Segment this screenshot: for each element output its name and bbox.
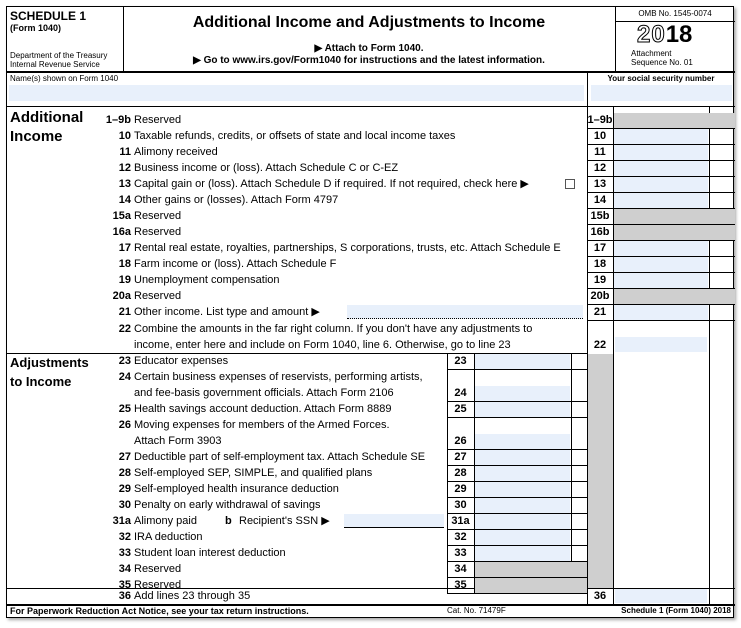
adjustment-line [7, 401, 735, 417]
row-rule [587, 320, 735, 321]
line-description: Farm income or (loss). Attach Schedule F [134, 258, 337, 270]
line-22-text1: Combine the amounts in the far right column. If you don't have any adjustments to [134, 323, 533, 335]
section-additional-income-l2: Income [10, 128, 63, 145]
line-amount[interactable] [475, 514, 570, 529]
name-label: Name(s) shown on Form 1040 [10, 74, 119, 83]
line-number: 31a [112, 515, 131, 527]
adjustment-line [7, 497, 735, 513]
line-box-label: 35 [454, 579, 467, 591]
row-rule [447, 593, 587, 594]
tax-year [637, 21, 692, 49]
line-description: Reserved [134, 563, 182, 575]
line-number: 17 [118, 242, 131, 254]
adjustment-line [7, 465, 735, 481]
line-amount[interactable] [475, 354, 570, 369]
line-box-label: 29 [454, 483, 467, 495]
line-box-label: 25 [454, 403, 467, 415]
line-amount-reserved [475, 578, 587, 593]
line-description: Educator expenses [134, 355, 229, 367]
name-bottom-rule [7, 106, 735, 107]
adjustment-line [7, 561, 735, 577]
other-income-type-input[interactable] [347, 305, 583, 319]
adjustment-line [7, 577, 735, 593]
line-22-num: 22 [118, 323, 131, 335]
line-amount[interactable] [614, 273, 708, 288]
sequence-label: Sequence No. 01 [631, 58, 693, 67]
line-amount-reserved [614, 113, 735, 128]
header-bottom-rule [7, 71, 735, 73]
line-22-amount[interactable] [615, 337, 707, 352]
line-box-label: 31a [451, 515, 470, 527]
line-description: Reserved [134, 290, 182, 302]
line-amount[interactable] [614, 241, 708, 256]
goto-instruction: ▶ Go to www.irs.gov/Form1040 for instructions and the latest information. [193, 55, 545, 66]
adjustment-line [7, 417, 735, 449]
tax-year-bold: 18 [665, 21, 693, 48]
line-amount[interactable] [475, 546, 570, 561]
line-description: Reserved [134, 579, 182, 591]
line-amount[interactable] [475, 482, 570, 497]
line-amount[interactable] [475, 466, 570, 481]
adjustment-line [7, 449, 735, 465]
line-number: 21 [118, 306, 131, 318]
line-box-label: 19 [593, 274, 607, 286]
line-36-text: Add lines 23 through 35 [134, 590, 251, 602]
line-amount[interactable] [614, 193, 708, 208]
line-amount[interactable] [475, 434, 570, 449]
line-amount-reserved [614, 225, 735, 240]
line-box-label: 21 [593, 306, 607, 318]
line-number: 12 [118, 162, 131, 174]
line-box-label: 1–9b [587, 114, 613, 126]
form-title: Additional Income and Adjustments to Income [192, 14, 546, 31]
line-box-label: 18 [593, 258, 607, 270]
attachment-label: Attachment [631, 49, 672, 58]
line-number: 35 [118, 579, 131, 591]
line-number: 10 [118, 130, 131, 142]
line-amount[interactable] [475, 450, 570, 465]
line-description: Self-employed health insurance deduction [134, 483, 339, 495]
line-box-label: 13 [593, 178, 607, 190]
schedule-label: SCHEDULE 1 [10, 9, 87, 23]
line-36-num: 36 [118, 590, 131, 602]
line-box-label: 12 [593, 162, 607, 174]
line-number: 29 [118, 483, 131, 495]
section-adjustments-l1: Adjustments [10, 355, 89, 370]
line-amount[interactable] [475, 530, 570, 545]
section-adjustments-l2: to Income [10, 374, 72, 389]
line-22-text2: income, enter here and include on Form 1040, line 6. Otherwise, go to line 23 [134, 339, 511, 351]
line-box-label: 16b [590, 226, 610, 238]
line-number: 1–9b [105, 114, 131, 126]
footer-cat: Cat. No. 71479F [447, 606, 506, 615]
section-additional-income-l1: Additional [10, 109, 84, 126]
line-box-label: 14 [593, 194, 607, 206]
line-box-label: 10 [593, 130, 607, 142]
line-description: Rental real estate, royalties, partnerships, S corporations, trusts, etc. Attach Schedule E [134, 242, 561, 254]
line-box-label: 24 [454, 387, 467, 399]
line-box-label: 17 [593, 242, 607, 254]
ssn-field[interactable] [591, 85, 732, 101]
line-36-box: 36 [593, 590, 607, 602]
line-box-label: 28 [454, 467, 467, 479]
line-amount[interactable] [614, 161, 708, 176]
line-amount[interactable] [475, 498, 570, 513]
line-number: 25 [118, 403, 131, 415]
capital-gain-checkbox[interactable] [565, 179, 575, 189]
line-number: 14 [118, 194, 131, 206]
line-box-label: 23 [454, 355, 467, 367]
line-amount[interactable] [614, 305, 708, 320]
line-number: 27 [118, 451, 131, 463]
line-22-box: 22 [593, 339, 607, 351]
line-number: 20a [112, 290, 131, 302]
line-amount-reserved [475, 562, 587, 577]
line-box-label: 11 [594, 146, 606, 158]
line-number: 13 [118, 178, 131, 190]
line-number: 30 [118, 499, 131, 511]
agency-line2: Internal Revenue Service [10, 60, 100, 69]
line-box-label: 26 [454, 435, 467, 447]
line-number: 26 [118, 419, 131, 431]
line-description: Alimony received [134, 146, 218, 158]
line-amount[interactable] [475, 386, 570, 401]
line-number: 23 [118, 355, 131, 367]
line-amount-reserved [614, 209, 735, 224]
line-description: Certain business expenses of reservists, performing artists, [134, 371, 423, 383]
adjustment-line [7, 481, 735, 497]
line-description: Reserved [134, 114, 182, 126]
line-box-label: 34 [454, 563, 467, 575]
line-description-cont: Attach Form 3903 [134, 435, 222, 447]
omb-number: OMB No. 1545-0074 [638, 9, 712, 18]
line-number: 24 [118, 371, 131, 383]
adjustment-line [7, 529, 735, 545]
line-31b-letter: b [225, 515, 232, 527]
line-description: Moving expenses for members of the Armed Forces. [134, 419, 390, 431]
footer-notice: For Paperwork Reduction Act Notice, see your tax return instructions. [10, 606, 309, 616]
tax-year-light: 20 [637, 21, 666, 48]
adjustment-line [7, 513, 735, 529]
name-field[interactable] [9, 85, 584, 101]
line-description: Penalty on early withdrawal of savings [134, 499, 321, 511]
form-ref: (Form 1040) [10, 23, 62, 33]
line-number: 18 [118, 258, 131, 270]
line-number: 28 [118, 467, 131, 479]
line-description: Deductible part of self-employment tax. Attach Schedule SE [134, 451, 426, 463]
line-description: Alimony paid [134, 515, 197, 527]
line-amount[interactable] [614, 177, 708, 192]
line-description: IRA deduction [134, 531, 203, 543]
line-box-label: 20b [590, 290, 610, 302]
line-number: 16a [112, 226, 131, 238]
line-description: Reserved [134, 210, 182, 222]
line-description: Other gains or (losses). Attach Form 4797 [134, 194, 339, 206]
line-description: Student loan interest deduction [134, 547, 286, 559]
line-number: 15a [112, 210, 131, 222]
line-number: 19 [118, 274, 131, 286]
line-amount-reserved [614, 289, 735, 304]
line-amount[interactable] [475, 402, 570, 417]
adjustment-line [7, 353, 735, 369]
line-description: Capital gain or (loss). Attach Schedule D if required. If not required, check here ▶ [134, 178, 529, 190]
line-amount[interactable] [614, 257, 708, 272]
line-box-label: 32 [454, 531, 467, 543]
schedule-1-form [6, 6, 734, 618]
line-number: 33 [118, 547, 131, 559]
adjustment-line [7, 545, 735, 561]
line-number: 32 [118, 531, 131, 543]
adjustment-line [7, 369, 735, 401]
ssn-label: Your social security number [607, 74, 715, 83]
line-description: Self-employed SEP, SIMPLE, and qualified plans [134, 467, 373, 479]
line-box-label: 27 [454, 451, 467, 463]
line-amount[interactable] [614, 129, 708, 144]
line-description: Taxable refunds, credits, or offsets of state and local income taxes [134, 130, 456, 142]
footer-schedule: Schedule 1 (Form 1040) 2018 [621, 606, 731, 615]
agency-line1: Department of the Treasury [10, 51, 108, 60]
line-number: 11 [119, 146, 131, 158]
line-box-label: 30 [454, 499, 467, 511]
line-description: Health savings account deduction. Attach Form 8889 [134, 403, 392, 415]
line-box-label: 33 [454, 547, 467, 559]
attach-instruction: ▶ Attach to Form 1040. [314, 43, 424, 54]
line-description: Other income. List type and amount ▶ [134, 306, 320, 318]
line-box-label: 15b [590, 210, 610, 222]
line-amount[interactable] [614, 145, 708, 160]
line-description: Business income or (loss). Attach Schedule C or C-EZ [134, 162, 399, 174]
line-31b-label: Recipient's SSN ▶ [239, 515, 330, 527]
line-description-cont: and fee-basis government officials. Attach Form 2106 [134, 387, 394, 399]
line-description: Unemployment compensation [134, 274, 280, 286]
line-description: Reserved [134, 226, 182, 238]
line-number: 34 [118, 563, 131, 575]
